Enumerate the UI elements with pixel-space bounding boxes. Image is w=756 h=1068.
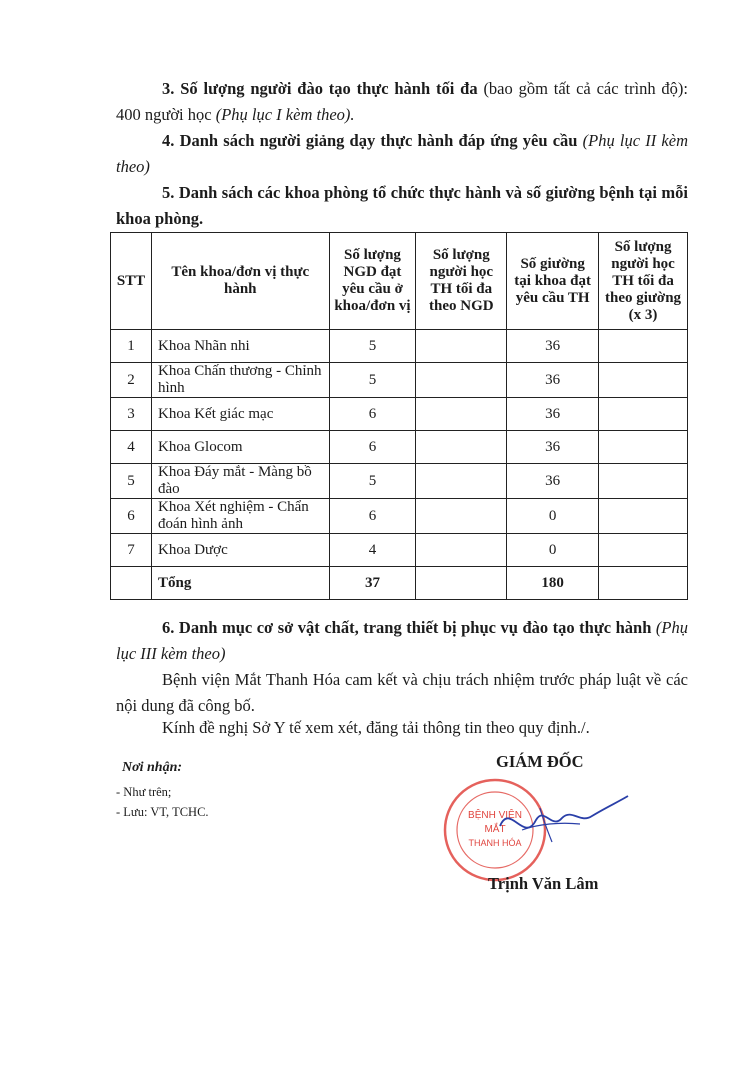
table-row bbox=[111, 398, 688, 431]
cell-ngd: 5 bbox=[329, 330, 416, 363]
section-4 bbox=[116, 128, 688, 180]
cell-total-beds: 180 bbox=[507, 567, 599, 600]
table-row bbox=[111, 464, 688, 499]
cell-max-ngd bbox=[416, 431, 507, 464]
request-paragraph: Kính đề nghị Sở Y tế xem xét, đăng tải thông tin theo quy định./. bbox=[162, 718, 590, 737]
cell-stt: 4 bbox=[111, 431, 152, 464]
cell-ngd: 6 bbox=[329, 398, 416, 431]
cell-unit-name: Khoa Đáy mắt - Màng bồ đào bbox=[151, 464, 329, 499]
section-6-appendix: (Phụ lục III kèm theo) bbox=[116, 618, 688, 663]
cell-unit-name: Khoa Glocom bbox=[151, 431, 329, 464]
cell-max-ngd bbox=[416, 499, 507, 534]
cell-unit-name: Khoa Kết giác mạc bbox=[151, 398, 329, 431]
header-bed-count: Số giường tại khoa đạt yêu cầu TH bbox=[507, 233, 599, 330]
stamp-line-1: BỆNH VIỆN bbox=[468, 810, 522, 821]
table-row bbox=[111, 534, 688, 567]
cell-max-beds bbox=[599, 398, 688, 431]
cell-total-max-ngd bbox=[416, 567, 507, 600]
section-4-heading: Danh sách người giảng dạy thực hành đáp ứng yêu cầu bbox=[179, 131, 578, 150]
practice-units-table bbox=[110, 232, 688, 600]
cell-total-label: Tổng bbox=[151, 567, 329, 600]
cell-max-beds bbox=[599, 431, 688, 464]
cell-ngd: 5 bbox=[329, 363, 416, 398]
section-6 bbox=[116, 615, 688, 667]
cell-unit-name: Khoa Nhãn nhi bbox=[151, 330, 329, 363]
cell-max-ngd bbox=[416, 464, 507, 499]
cell-stt: 5 bbox=[111, 464, 152, 499]
cell-max-beds bbox=[599, 534, 688, 567]
header-max-by-beds: Số lượng người học TH tối đa theo giường (x 3) bbox=[599, 233, 688, 330]
cell-ngd: 4 bbox=[329, 534, 416, 567]
stamp-line-3: THANH HÓA bbox=[468, 838, 522, 848]
section-4-number: 4. bbox=[162, 131, 175, 150]
cell-stt: 6 bbox=[111, 499, 152, 534]
signer-position: GIÁM ĐỐC bbox=[496, 752, 584, 771]
section-6-number: 6. bbox=[162, 618, 175, 637]
cell-ngd: 6 bbox=[329, 499, 416, 534]
cell-beds: 0 bbox=[507, 534, 599, 567]
cell-max-ngd bbox=[416, 330, 507, 363]
header-ngd-count: Số lượng NGD đạt yêu cầu ở khoa/đơn vị bbox=[329, 233, 416, 330]
cell-total-max-beds bbox=[599, 567, 688, 600]
section-5-heading: Danh sách các khoa phòng tổ chức thực hành và số giường bệnh tại mỗi khoa phòng. bbox=[116, 183, 688, 228]
recipient-item: - Như trên; bbox=[116, 785, 172, 799]
commitment-paragraph: Bệnh viện Mắt Thanh Hóa cam kết và chịu trách nhiệm trước pháp luật về các nội dung đã công bố. bbox=[116, 670, 688, 715]
table-header-row bbox=[111, 233, 688, 330]
cell-max-ngd bbox=[416, 534, 507, 567]
section-3-appendix: (Phụ lục I kèm theo). bbox=[215, 105, 355, 124]
section-6-heading: Danh mục cơ sở vật chất, trang thiết bị phục vụ đào tạo thực hành bbox=[178, 618, 652, 637]
cell-max-beds bbox=[599, 330, 688, 363]
signer-name: Trịnh Văn Lâm bbox=[488, 874, 599, 893]
section-3-text: (bao gồm tất cả các trình độ): 400 người học bbox=[116, 79, 688, 124]
cell-max-beds bbox=[599, 499, 688, 534]
cell-ngd: 6 bbox=[329, 431, 416, 464]
cell-unit-name: Khoa Chấn thương - Chỉnh hình bbox=[151, 363, 329, 398]
table-row bbox=[111, 330, 688, 363]
cell-stt: 3 bbox=[111, 398, 152, 431]
stamp-seal bbox=[445, 780, 545, 880]
recipient-item: - Lưu: VT, TCHC. bbox=[116, 805, 209, 819]
section-3 bbox=[116, 76, 688, 128]
section-5-number: 5. bbox=[162, 183, 175, 202]
cell-beds: 36 bbox=[507, 431, 599, 464]
section-3-number: 3. bbox=[162, 79, 175, 98]
section-5 bbox=[116, 180, 688, 232]
section-3-heading: Số lượng người đào tạo thực hành tối đa bbox=[180, 79, 478, 98]
cell-max-ngd bbox=[416, 398, 507, 431]
cell-max-beds bbox=[599, 363, 688, 398]
table-row bbox=[111, 431, 688, 464]
cell-stt: 1 bbox=[111, 330, 152, 363]
cell-max-beds bbox=[599, 464, 688, 499]
cell-total-ngd: 37 bbox=[329, 567, 416, 600]
cell-total-blank bbox=[111, 567, 152, 600]
stamp-line-2: MẮT bbox=[484, 824, 506, 835]
cell-unit-name: Khoa Dược bbox=[151, 534, 329, 567]
cell-stt: 7 bbox=[111, 534, 152, 567]
cell-ngd: 5 bbox=[329, 464, 416, 499]
cell-unit-name: Khoa Xét nghiệm - Chẩn đoán hình ảnh bbox=[151, 499, 329, 534]
table-row bbox=[111, 499, 688, 534]
header-stt: STT bbox=[111, 233, 152, 330]
cell-max-ngd bbox=[416, 363, 507, 398]
cell-stt: 2 bbox=[111, 363, 152, 398]
cell-beds: 36 bbox=[507, 363, 599, 398]
cell-beds: 0 bbox=[507, 499, 599, 534]
header-unit-name: Tên khoa/đơn vị thực hành bbox=[151, 233, 329, 330]
cell-beds: 36 bbox=[507, 464, 599, 499]
table-row bbox=[111, 363, 688, 398]
section-4-appendix: (Phụ lục II kèm theo) bbox=[116, 131, 688, 176]
table-total-row bbox=[111, 567, 688, 600]
cell-beds: 36 bbox=[507, 398, 599, 431]
cell-beds: 36 bbox=[507, 330, 599, 363]
header-max-by-ngd: Số lượng người học TH tối đa theo NGD bbox=[416, 233, 507, 330]
recipients-title: Nơi nhận: bbox=[122, 760, 183, 775]
